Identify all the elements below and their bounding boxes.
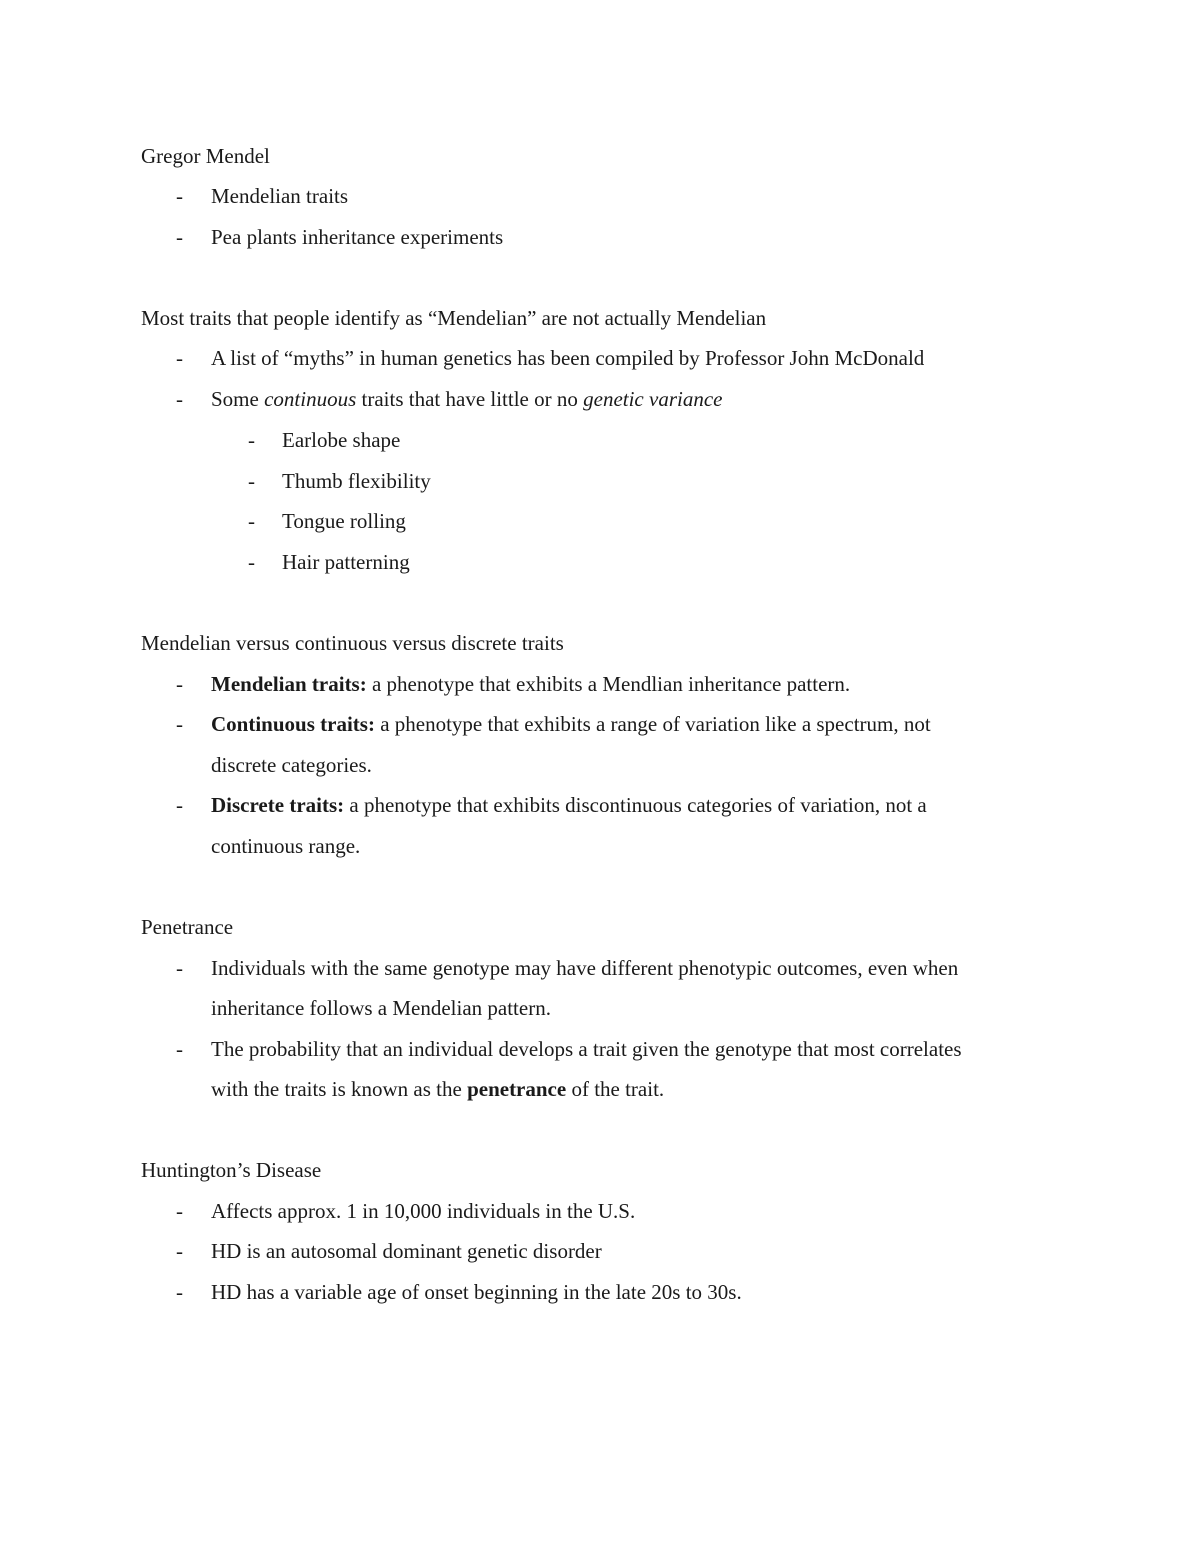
item-text: A list of “myths” in human genetics has been compiled by Professor John McDonald [211,346,925,370]
item-text: inheritance follows a Mendelian pattern. [211,996,551,1020]
item-text: The probability that an individual develops a trait given the genotype that most correlates [211,1037,962,1061]
list-item-continuation [0,831,1200,861]
bullet-dash: - [248,469,255,493]
list-item [0,1277,1200,1307]
bullet-dash: - [176,1239,183,1263]
item-text [211,1074,664,1104]
heading-myths: Most traits that people identify as “Mendelian” are not actually Mendelian [141,306,767,330]
list-item [0,181,1200,211]
item-text: continuous range. [211,834,361,858]
item-text [211,709,931,739]
item-text: Affects approx. 1 in 10,000 individuals in the U.S. [211,1199,636,1223]
definition: a phenotype that exhibits a range of variation like a spectrum, not [374,712,931,736]
item-text [211,669,850,699]
item-text: Mendelian traits [211,184,349,208]
bullet-dash: - [176,712,183,736]
list-item [0,709,1200,739]
item-text: Earlobe shape [282,428,401,452]
bullet-dash: - [176,184,183,208]
italic-term: continuous [264,387,357,411]
list-item [0,384,1200,414]
sub-list-item [0,506,1200,536]
item-text: Tongue rolling [282,509,406,533]
list-item [0,222,1200,252]
bullet-dash: - [176,1037,183,1061]
list-item [0,343,1200,373]
heading-huntingtons: Huntington’s Disease [141,1158,322,1182]
item-text: HD has a variable age of onset beginning in the late 20s to 30s. [211,1280,742,1304]
text-run: Some [211,387,265,411]
bullet-dash: - [248,509,255,533]
list-item [0,953,1200,983]
bold-term: Mendelian traits: [211,672,367,696]
bold-term: Continuous traits: [211,712,375,736]
sub-list-item [0,466,1200,496]
heading-gregor-mendel: Gregor Mendel [141,144,270,168]
bullet-dash: - [176,387,183,411]
list-item-continuation [0,750,1200,780]
item-text: discrete categories. [211,753,372,777]
bullet-dash: - [248,428,255,452]
bullet-dash: - [176,956,183,980]
definition: a phenotype that exhibits discontinuous categories of variation, not a [344,793,927,817]
bullet-dash: - [176,672,183,696]
italic-term: genetic variance [583,387,723,411]
definition: a phenotype that exhibits a Mendlian inheritance pattern. [366,672,851,696]
heading-penetrance: Penetrance [141,915,234,939]
text-run: traits that have little or no [356,387,584,411]
list-item [0,1034,1200,1064]
bullet-dash: - [176,225,183,249]
bullet-dash: - [176,1199,183,1223]
sub-list-item [0,547,1200,577]
item-text: Pea plants inheritance experiments [211,225,504,249]
item-text [211,790,927,820]
list-item-continuation [0,1074,1200,1104]
item-text: Hair patterning [282,550,410,574]
sub-list-item [0,425,1200,455]
bullet-dash: - [176,346,183,370]
text-run: with the traits is known as the [211,1077,468,1101]
item-text: HD is an autosomal dominant genetic disorder [211,1239,602,1263]
bold-term: Discrete traits: [211,793,345,817]
heading-trait-types: Mendelian versus continuous versus discrete traits [141,631,564,655]
bold-term: penetrance [467,1077,567,1101]
bullet-dash: - [248,550,255,574]
item-text: Individuals with the same genotype may have different phenotypic outcomes, even when [211,956,959,980]
item-text: Thumb flexibility [282,469,431,493]
item-text [211,384,722,414]
bullet-dash: - [176,793,183,817]
list-item [0,1196,1200,1226]
list-item-continuation [0,993,1200,1023]
list-item [0,669,1200,699]
list-item [0,790,1200,820]
bullet-dash: - [176,1280,183,1304]
text-run: of the trait. [566,1077,665,1101]
list-item [0,1236,1200,1266]
